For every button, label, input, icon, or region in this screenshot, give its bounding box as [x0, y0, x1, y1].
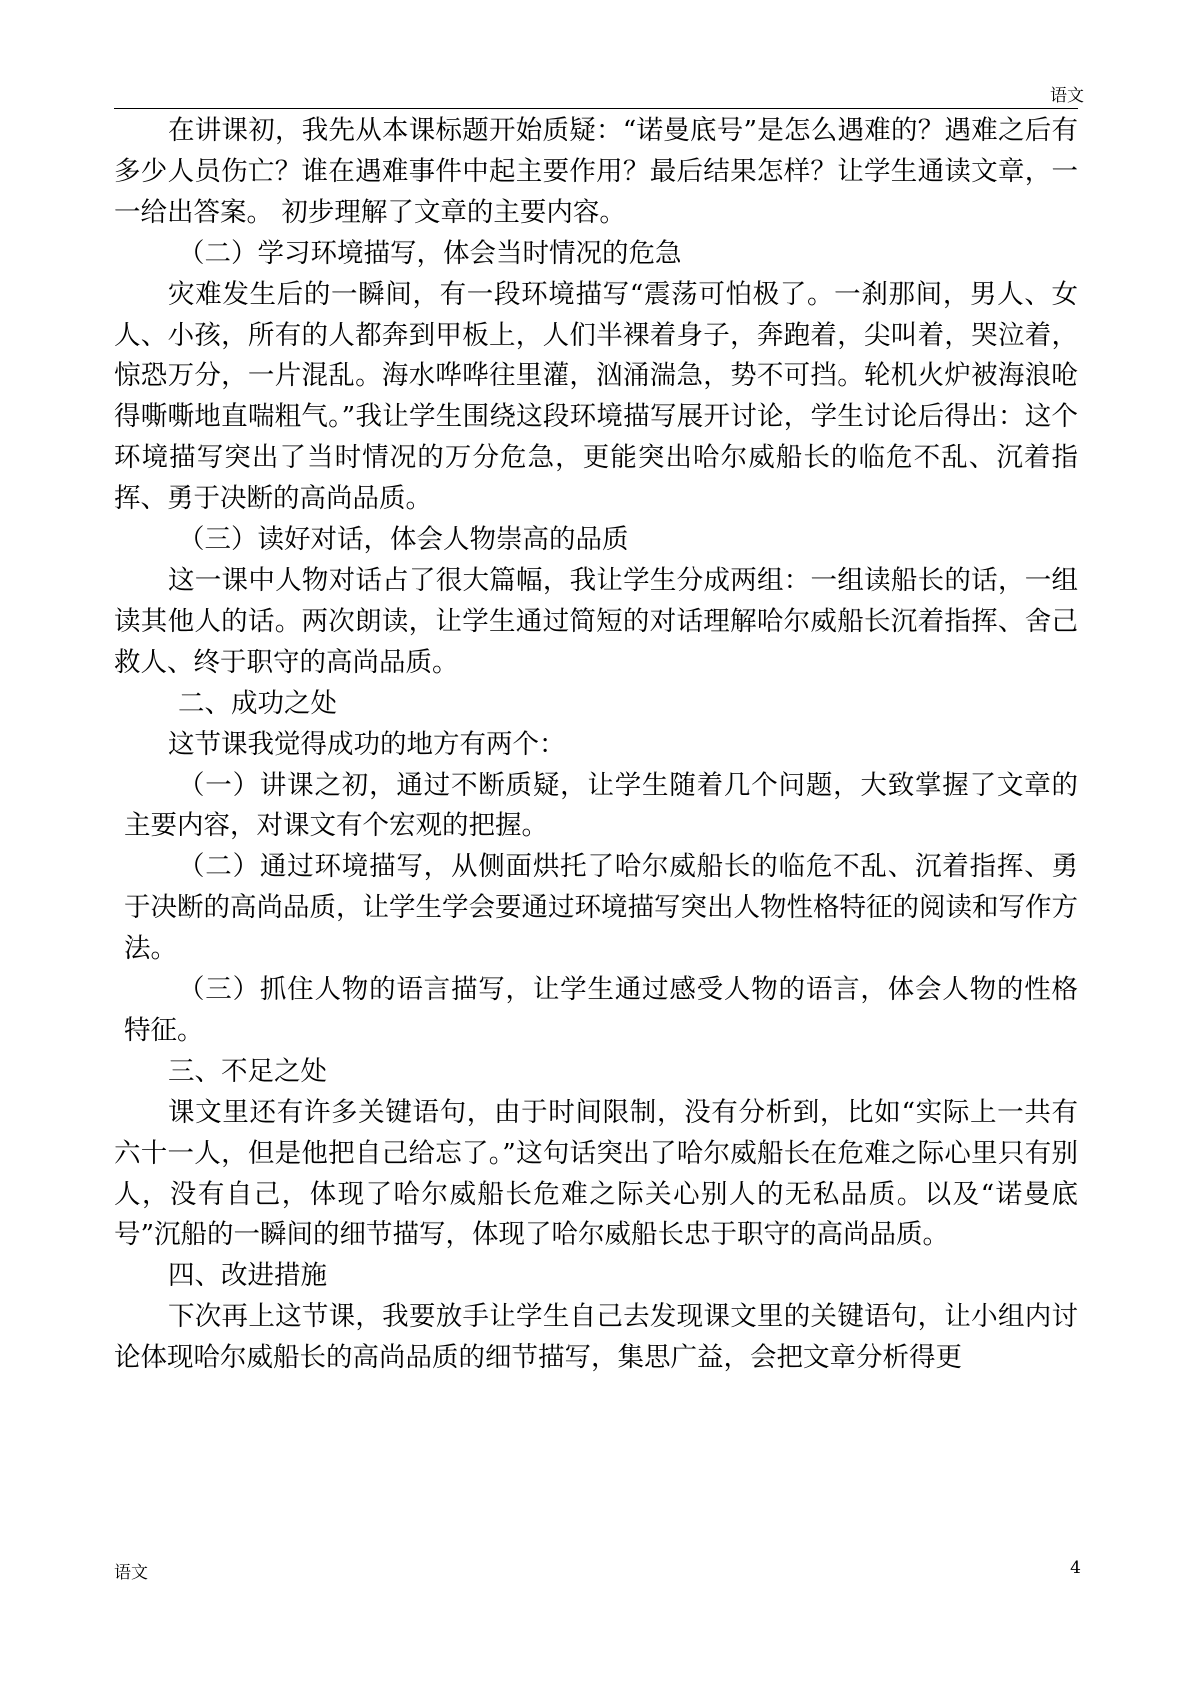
paragraph-success-3: （三）抓住人物的语言描写，让学生通过感受人物的语言，体会人物的性格特征。 — [124, 974, 1078, 1046]
paragraph-dialogue: 这一课中人物对话占了很大篇幅，我让学生分成两组：一组读船长的话，一组读其他人的话。两次朗读，让学生通过简短的对话理解哈尔威船长沉着指挥、舍己救人、终于职守的高尚品质。 — [114, 564, 1078, 678]
footer-label: 语文 — [114, 1563, 148, 1583]
header-rule — [114, 108, 1078, 109]
header-label: 语文 — [1050, 86, 1084, 106]
paragraph-success-2: （二）通过环境描写，从侧面烘托了哈尔威船长的临危不乱、沉着指挥、勇于决断的高尚品质，让学生学会要通过环境描写突出人物性格特征的阅读和写作方法。 — [124, 851, 1078, 965]
paragraph-success-intro: 这节课我觉得成功的地方有两个： — [168, 728, 566, 760]
section-heading-improvements: 四、改进措施 — [168, 1260, 327, 1292]
paragraph-success-1: （一）讲课之初，通过不断质疑，让学生随着几个问题，大致掌握了文章的主要内容，对课文有个宏观的把握。 — [124, 769, 1078, 842]
paragraph-environment: 灾难发生后的一瞬间，有一段环境描写“震荡可怕极了。一刹那间，男人、女人、小孩，所有的人都奔到甲板上，人们半裸着身子，奔跑着，尖叫着，哭泣着，惊恐万分，一片混乱。海水哗哗往里灌，汹涌湍急，势不可挡。轮机火炉被海浪呛得嘶嘶地直喘粗气。”我让学生围绕这段环境描写展开讨论，学生讨论后得出：这个环境描写突出了当时情况的万分危急，更能突出哈尔威船长的临危不乱、沉着指挥、勇于决断的高尚品质。 — [114, 278, 1078, 515]
section-heading-success: 二、成功之处 — [178, 687, 337, 719]
document-body — [114, 111, 1078, 1379]
page-number: 4 — [1070, 1558, 1081, 1578]
paragraph-shortcomings: 课文里还有许多关键语句，由于时间限制，没有分析到，比如“实际上一共有六十一人，但是他把自己给忘了。”这句话突出了哈尔威船长在危难之际心里只有别人，没有自己，体现了哈尔威船长危难之际关心别人的无私品质。以及“诺曼底号”沉船的一瞬间的细节描写，体现了哈尔威船长忠于职守的高尚品质。 — [114, 1096, 1078, 1251]
section-heading-shortcomings: 三、不足之处 — [168, 1055, 327, 1087]
paragraph-improvements: 下次再上这节课，我要放手让学生自己去发现课文里的关键语句，让小组内讨论体现哈尔威船长的高尚品质的细节描写，集思广益，会把文章分析得更 — [114, 1301, 1078, 1374]
section-heading-environment: （二）学习环境描写，体会当时情况的危急 — [178, 237, 682, 269]
paragraph-intro: 在讲课初，我先从本课标题开始质疑：“诺曼底号”是怎么遇难的？遇难之后有多少人员伤亡？谁在遇难事件中起主要作用？最后结果怎样？让学生通读文章，一一给出答案。 初步理解了文章的主要内容。 — [114, 115, 1078, 228]
section-heading-dialogue: （三）读好对话，体会人物崇高的品质 — [178, 524, 629, 556]
